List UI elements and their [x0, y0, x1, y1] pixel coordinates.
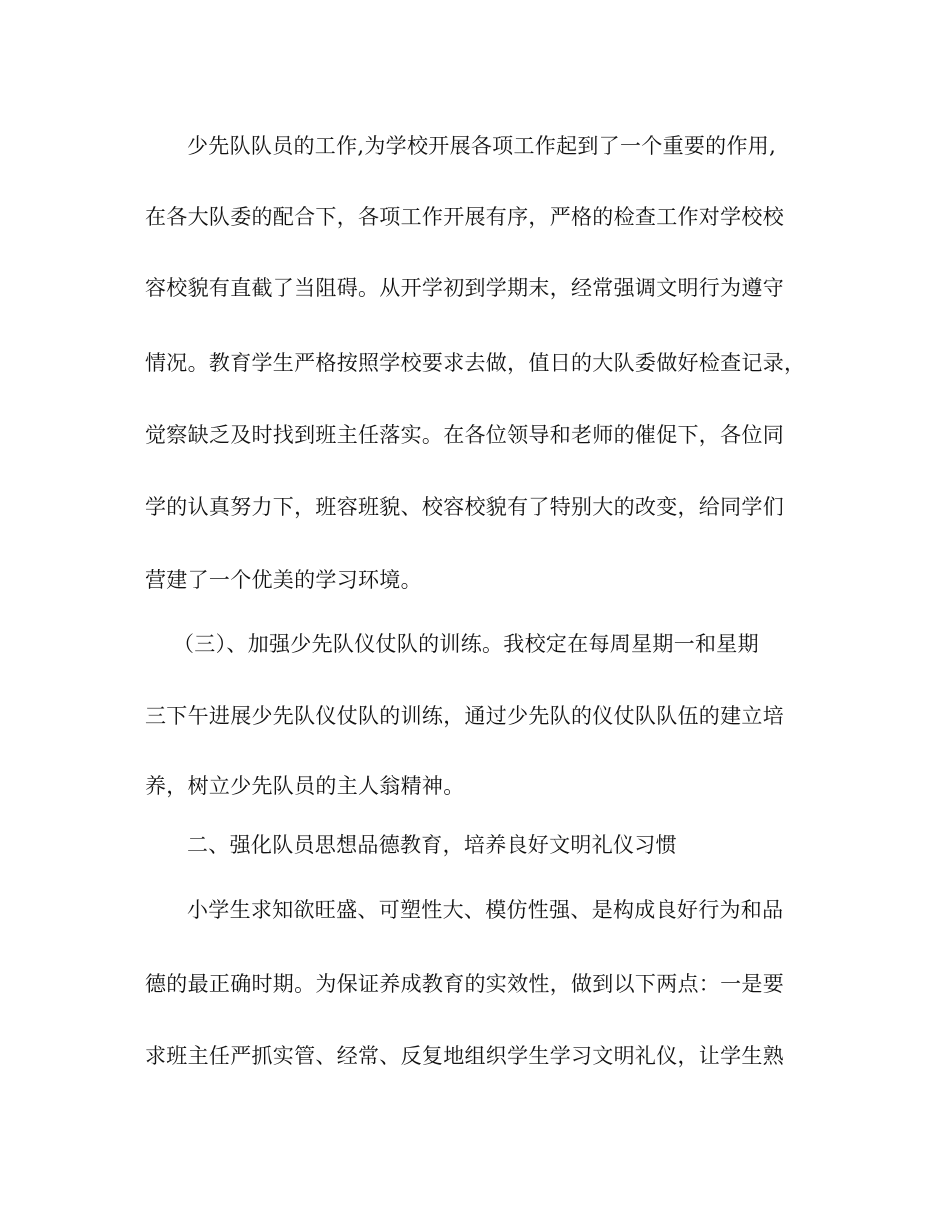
paragraph-2-line-3: 养，树立少先队员的主人翁精神。	[145, 774, 465, 798]
paragraph-1-line-7: 营建了一个优美的学习环境。	[145, 568, 422, 592]
paragraph-1-line-3: 容校貌有直截了当阻碍。从开学初到学期末，经常强调文明行为遵守	[145, 276, 784, 300]
section-heading: 二、强化队员思想品德教育，培养良好文明礼仪习惯	[187, 833, 677, 857]
paragraph-1-line-6: 学的认真努力下，班容班貌、校容校貌有了特别大的改变，给同学们	[145, 495, 784, 519]
paragraph-4-line-2: 德的最正确时期。为保证养成教育的实效性，做到以下两点：一是要	[145, 972, 784, 996]
paragraph-1-line-2: 在各大队委的配合下，各项工作开展有序，严格的检查工作对学校校	[145, 205, 784, 229]
paragraph-2-line-2: 三下午进展少先队仪仗队的训练，通过少先队的仪仗队队伍的建立培	[145, 704, 784, 728]
paragraph-1-line-5: 觉察缺乏及时找到班主任落实。在各位领导和老师的催促下，各位同	[145, 423, 784, 447]
paragraph-4-line-1: 小学生求知欲旺盛、可塑性大、模仿性强、是构成良好行为和品	[187, 898, 784, 922]
paragraph-2-line-1: （三）、加强少先队仪仗队的训练。我校定在每周星期一和星期	[173, 632, 759, 656]
paragraph-1-line-4: 情况。教育学生严格按照学校要求去做，值日的大队委做好检查记录，	[145, 351, 806, 375]
paragraph-4-line-3: 求班主任严抓实管、经常、反复地组织学生学习文明礼仪，让学生熟	[145, 1044, 784, 1068]
paragraph-1-line-1: 少先队队员的工作,为学校开展各项工作起到了一个重要的作用,	[187, 134, 777, 158]
